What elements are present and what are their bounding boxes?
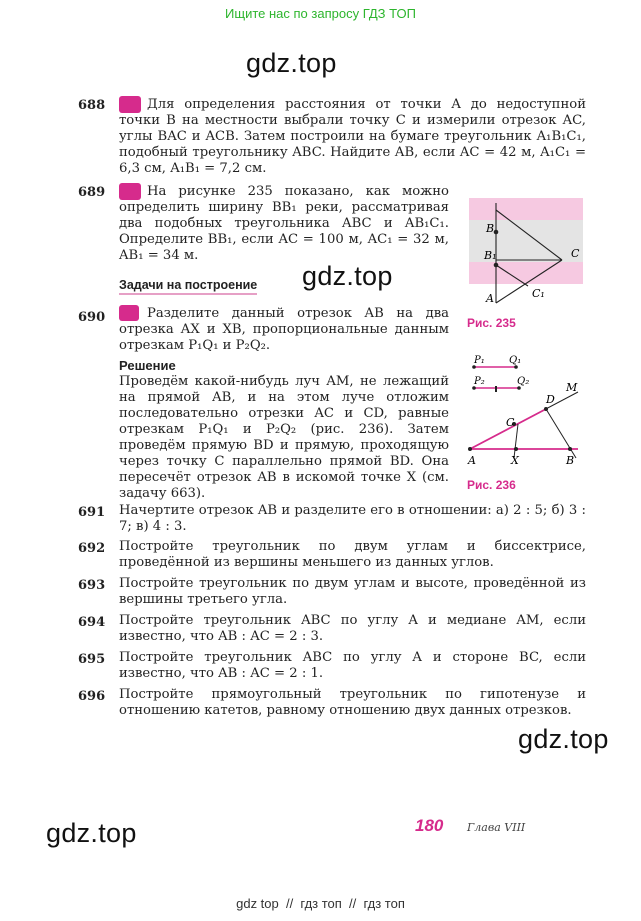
watermark-top: gdz.top (246, 48, 337, 78)
figure-236-caption: Рис. 236 (467, 478, 516, 492)
figure-235 (466, 195, 586, 307)
problem-text-695: Постройте треугольник ABC по углу A и стороне BC, если известно, что AB : AC = 2 : 1. (119, 650, 586, 681)
label-c: C (571, 247, 580, 260)
problem-text-693: Постройте треугольник по двум углам и высоте, проведённой из вершины третьего угла. (119, 576, 586, 607)
problem-text-696: Постройте прямоугольный треугольник по гипотенузе и отношению катетов, равному отношению двух данных отрезков. (119, 687, 586, 718)
problem-text-694: Постройте треугольник ABC по углу A и медиане AM, если известно, что AB : AC = 2 : 3. (119, 613, 586, 644)
label-a: A (486, 292, 494, 305)
label-b1: B₁ (484, 249, 497, 262)
point-x (514, 447, 518, 451)
problem-text-692: Постройте треугольник по двум углам и биссектрисе, проведённой из вершины меньшего из данных углов. (119, 539, 586, 570)
problem-number-688: 688 (78, 98, 106, 113)
problem-number-694: 694 (78, 615, 106, 630)
label-a: A (468, 454, 476, 467)
label-x: X (511, 454, 519, 467)
label-p2: P₂ (474, 376, 485, 387)
problem-number-693: 693 (78, 578, 106, 593)
label-c: C (506, 416, 515, 429)
label-b: B (486, 222, 495, 235)
label-b: B (566, 454, 575, 467)
label-q1: Q₁ (509, 355, 522, 366)
point-b1 (494, 263, 499, 268)
label-p1: P₁ (474, 355, 485, 366)
line-cx (514, 424, 518, 458)
footer-links[interactable]: gdz top // гдз топ // гдз топ (236, 896, 405, 911)
problem-number-690: 690 (78, 310, 106, 325)
chapter-label: Глава VIII (467, 821, 526, 834)
river-bank-bottom (469, 262, 583, 284)
point-b (494, 230, 499, 235)
figure-236 (466, 350, 596, 470)
label-c1: C₁ (532, 287, 545, 300)
problem-number-689: 689 (78, 185, 106, 200)
problem-text-688: Для определения расстояния от точки A до недоступной точки B на местности выбрали точку C и измерили отрезок AC, углы BAC и ACB. Затем построили на бумаге треугольник A₁B₁C₁, подобный треугольнику ABC. Найдите AB, если AC = 42 м, A₁C₁ = 6,3 см, A₁B₁ = 7,2 см. (119, 97, 586, 176)
label-q2: Q₂ (517, 376, 530, 387)
section-title: Задачи на построение (119, 278, 257, 295)
problem-number-696: 696 (78, 689, 106, 704)
solution-text: Проведём какой-нибудь луч AM, не лежащий на прямой AB, и на этом луче отложим последовательно отрезки AC и CD, равные отрезкам P₁Q₁ и P₂Q₂ (рис. 236). Затем проведём прямую BD и прямую, проходящую через точку C параллельно прямой BD. Она пересечёт отрезок AB в искомой точке X (см. задачу 663). (119, 374, 449, 501)
figure-235-caption: Рис. 235 (467, 316, 516, 330)
problem-number-691: 691 (78, 505, 106, 520)
label-m: M (566, 381, 578, 394)
watermark-middle: gdz.top (302, 261, 393, 291)
point-b (568, 447, 572, 451)
point-d (544, 407, 548, 411)
line-db (546, 409, 576, 458)
watermark-bottom-left: gdz.top (46, 818, 137, 848)
river-bank-top (469, 198, 583, 220)
segment-acd (470, 409, 546, 449)
problem-number-692: 692 (78, 541, 106, 556)
watermark-right: gdz.top (518, 724, 609, 754)
problem-text-689: На рисунке 235 показано, как можно определить ширину BB₁ реки, рассматривая два подобных треугольника ABC и AB₁C₁. Определите BB₁, если AC = 100 м, AC₁ = 32 м, AB₁ = 34 м. (119, 184, 449, 263)
problem-text-691: Начертите отрезок AB и разделите его в отношении: а) 2 : 5; б) 3 : 7; в) 4 : 3. (119, 503, 586, 534)
page-number: 180 (415, 816, 444, 835)
point-a (468, 447, 472, 451)
label-d: D (546, 393, 555, 406)
solution-title: Решение (119, 358, 176, 373)
top-banner[interactable]: Ищите нас по запросу ГДЗ ТОП (225, 6, 416, 21)
problem-text-690: Разделите данный отрезок AB на два отрезка AX и XB, пропорциональные данным отрезкам P₁Q₁ и P₂Q₂. (119, 306, 449, 353)
problem-number-695: 695 (78, 652, 106, 667)
